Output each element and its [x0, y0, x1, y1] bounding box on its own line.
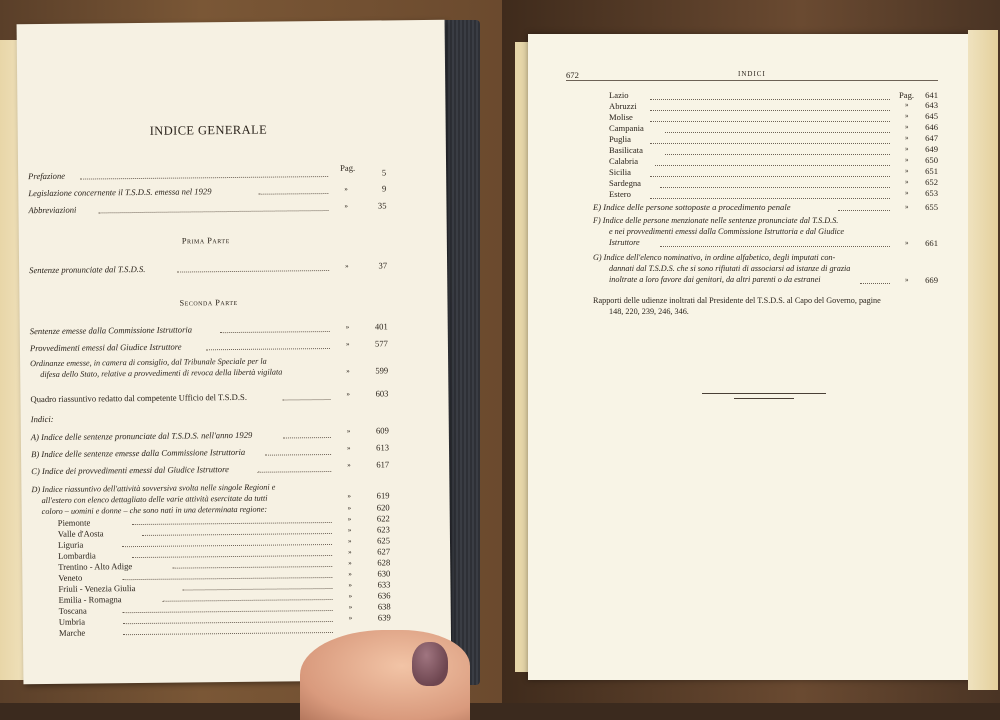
leader-dots	[132, 554, 332, 558]
left-page	[17, 20, 452, 684]
page-number: 625	[377, 535, 391, 546]
region-entry: Puglia	[609, 134, 631, 144]
end-rule	[702, 393, 826, 394]
region-entry: Liguria	[57, 539, 84, 550]
page-number: 623	[376, 524, 390, 535]
leader-dots	[665, 131, 890, 133]
ditto-mark: »	[905, 101, 909, 109]
region-entry: Marche	[58, 627, 86, 638]
leader-dots	[650, 120, 890, 122]
leader-dots	[258, 192, 328, 195]
region-entry: Estero	[609, 189, 631, 199]
leader-dots	[80, 175, 328, 180]
toc-entry-indice-g-cont: dannati dal T.S.D.S. che si sono rifiutati di associarsi ad istanze di grazia	[609, 264, 851, 273]
ditto-mark: »	[905, 189, 909, 197]
ditto-mark: »	[347, 525, 352, 534]
ditto-mark: »	[905, 239, 909, 247]
ditto-mark: »	[348, 547, 352, 556]
page-number: 639	[377, 612, 391, 623]
leader-dots	[123, 631, 333, 635]
region-entry: Emilia - Romagna	[58, 594, 122, 605]
region-entry: Abruzzi	[609, 101, 637, 111]
toc-entry-indice-b: B) Indice delle sentenze emesse dalla Commissione Istruttoria	[31, 446, 246, 460]
ditto-mark: »	[347, 514, 352, 523]
ditto-mark: »	[348, 569, 352, 578]
book-edge-right	[968, 30, 998, 690]
page-number: 613	[376, 442, 390, 453]
toc-entry-abbreviazioni: Abbreviazioni	[28, 204, 77, 216]
pag-label: Pag.	[340, 162, 356, 173]
leader-dots	[206, 347, 330, 350]
leader-dots	[257, 470, 331, 473]
page-number: 633	[377, 579, 391, 590]
ditto-mark: »	[345, 261, 349, 270]
leader-dots	[163, 598, 333, 602]
page-number: 636	[377, 590, 391, 601]
region-entry: Sicilia	[609, 167, 631, 177]
rapporti-entry-cont: 148, 220, 239, 246, 346.	[609, 307, 689, 316]
ditto-mark: »	[348, 580, 352, 589]
leader-dots	[283, 436, 331, 439]
region-entry: Campania	[609, 123, 644, 133]
ditto-mark: »	[348, 591, 353, 600]
toc-entry-indice-c: C) Indice dei provvedimenti emessi dal Giudice Istruttore	[31, 464, 229, 477]
toc-entry-indice-f-cont: Istruttore	[609, 238, 640, 247]
ditto-mark: »	[347, 503, 352, 512]
ditto-mark: »	[347, 460, 351, 469]
region-entry: Calabria	[609, 156, 639, 166]
page-number: 650	[925, 155, 938, 165]
leader-dots	[860, 282, 890, 284]
toc-entry-indice-g-cont: inoltrate a loro favore dai genitori, da altri parenti o da estranei	[609, 275, 821, 284]
pag-label: Pag.	[899, 90, 915, 100]
page-number: 5	[381, 167, 387, 178]
toc-entry-indice-e: E) Indice delle persone sottoposte a procedimento penale	[593, 202, 791, 212]
page-number: 643	[925, 100, 938, 110]
ditto-mark: »	[348, 558, 352, 567]
leader-dots	[838, 209, 890, 211]
leader-dots	[660, 245, 890, 247]
page-number-header: 672	[566, 70, 579, 80]
leader-dots	[655, 164, 890, 166]
toc-entry-prefazione: Prefazione	[28, 170, 66, 182]
leader-dots	[650, 109, 890, 111]
page-number: 647	[925, 133, 938, 143]
toc-entry-indice-f: F) Indice delle persone menzionate nelle sentenze pronunciate dal T.S.D.S.	[593, 216, 839, 225]
ditto-mark: »	[905, 276, 909, 284]
ditto-mark: »	[346, 389, 350, 398]
end-rule	[734, 398, 794, 399]
toc-entry-indice-d: D) Indice riassuntivo dell'attività sovversiva svolta nelle singole Regioni e	[31, 482, 276, 495]
page-number: 649	[925, 144, 938, 154]
ditto-mark: »	[347, 536, 352, 545]
page-number: 638	[377, 601, 391, 612]
leader-dots	[650, 175, 890, 177]
ditto-mark: »	[905, 203, 909, 211]
ditto-mark: »	[346, 366, 350, 375]
page-number: 603	[375, 388, 389, 399]
toc-entry-indice-a: A) Indice delle sentenze pronunciate dal T.S.D.S. nell'anno 1929	[30, 429, 253, 443]
toc-entry-commissione: Sentenze emesse dalla Commissione Istruttoria	[29, 324, 193, 337]
region-entry: Lazio	[609, 90, 629, 100]
ditto-mark: »	[905, 167, 909, 175]
leader-dots	[220, 330, 330, 333]
page-number: 35	[377, 200, 387, 211]
page-number: 401	[374, 321, 388, 332]
page-number: 669	[925, 275, 938, 285]
leader-dots	[265, 453, 331, 456]
ditto-mark: »	[344, 184, 348, 193]
region-entry: Veneto	[58, 572, 83, 583]
fingernail	[412, 642, 448, 686]
ditto-mark: »	[348, 613, 353, 622]
page-number: 646	[925, 122, 938, 132]
page-number: 620	[376, 502, 390, 513]
ditto-mark: »	[905, 112, 909, 120]
page-number: 627	[377, 546, 391, 557]
toc-entry-indice-g: G) Indice dell'elenco nominativo, in ordine alfabetico, degli imputati con-	[593, 253, 836, 262]
leader-dots	[122, 543, 332, 547]
page-number: 630	[377, 568, 391, 579]
region-entry: Lombardia	[58, 550, 96, 561]
toc-entry-indice-f-cont: e nei provvedimenti emessi dalla Commissione Istruttoria e dal Giudice	[609, 227, 845, 236]
ditto-mark: »	[345, 322, 350, 331]
ditto-mark: »	[344, 201, 349, 210]
region-entry: Toscana	[58, 605, 87, 616]
leader-dots	[177, 269, 329, 273]
leader-dots	[123, 609, 333, 613]
page-number: 655	[925, 202, 938, 212]
indici-label: Indici:	[30, 413, 54, 425]
section-heading-seconda-parte: Seconda Parte	[179, 297, 238, 308]
page-number: 619	[376, 490, 390, 501]
ditto-mark: »	[905, 134, 909, 142]
page-number: 661	[925, 238, 938, 248]
page-number: 617	[376, 459, 390, 470]
region-entry: Trentino - Alto Adige	[58, 561, 133, 572]
page-number: 645	[925, 111, 938, 121]
leader-dots	[182, 587, 332, 591]
region-entry: Friuli - Venezia Giulia	[58, 583, 136, 594]
ditto-mark: »	[905, 145, 909, 153]
ditto-mark: »	[345, 339, 350, 348]
region-entry: Sardegna	[609, 178, 641, 188]
toc-entry-indice-d-cont: all'estero con elenco dettagliato delle varie attività esercitate da tutti	[41, 493, 268, 506]
leader-dots	[123, 620, 333, 624]
leader-dots	[172, 565, 332, 569]
ditto-mark: »	[905, 156, 909, 164]
toc-entry-legislazione: Legislazione concernente il T.S.D.S. emessa nel 1929	[28, 186, 212, 199]
leader-dots	[660, 186, 890, 188]
page-number: 577	[374, 338, 388, 349]
leader-dots	[132, 521, 332, 525]
toc-entry-indice-d-cont: coloro – uomini e donne – che sono nati in una determinata regione:	[41, 504, 268, 517]
page-number: 641	[925, 90, 938, 100]
leader-dots	[650, 98, 890, 100]
leader-dots	[142, 532, 332, 536]
leader-dots	[665, 153, 890, 155]
page-number: 653	[925, 188, 938, 198]
ditto-mark: »	[346, 443, 351, 452]
region-entry: Umbria	[58, 616, 86, 627]
page-number: 628	[377, 557, 391, 568]
leader-dots	[99, 209, 329, 213]
toc-entry-sentenze: Sentenze pronunciate dal T.S.D.S.	[29, 263, 146, 276]
rapporti-entry: Rapporti delle udienze inoltrati dal Presidente del T.S.D.S. al Capo del Governo, pagine	[593, 296, 881, 305]
region-entry: Valle d'Aosta	[57, 528, 104, 539]
ditto-mark: »	[905, 178, 909, 186]
ditto-mark: »	[905, 123, 909, 131]
page-number: 37	[378, 260, 388, 271]
header-rule	[566, 80, 938, 81]
page-number: 9	[381, 183, 387, 194]
section-heading-prima-parte: Prima Parte	[181, 236, 230, 246]
ditto-mark: »	[348, 602, 353, 611]
running-head: INDICI	[738, 70, 766, 78]
region-entry: Molise	[609, 112, 633, 122]
leader-dots	[282, 398, 330, 401]
leader-dots	[650, 197, 890, 199]
region-entry: Basilicata	[609, 145, 643, 155]
toc-entry-quadro: Quadro riassuntivo redatto dal competente Ufficio del T.S.D.S.	[30, 391, 247, 405]
page-number: 651	[925, 166, 938, 176]
leader-dots	[122, 576, 332, 580]
toc-entry-ordinanze: Ordinanze emesse, in camera di consiglio, dal Tribunale Speciale per la	[30, 356, 267, 369]
toc-entry-provvedimenti: Provvedimenti emessi dal Giudice Istruttore	[29, 341, 182, 354]
page-title: INDICE GENERALE	[149, 122, 268, 138]
page-number: 652	[925, 177, 938, 187]
region-entry: Piemonte	[57, 517, 91, 528]
page-number: 622	[376, 513, 390, 524]
page-number: 609	[375, 425, 389, 436]
leader-dots	[650, 142, 890, 144]
ditto-mark: »	[346, 426, 351, 435]
toc-entry-ordinanze-cont: difesa dello Stato, relative a provvedimenti di revoca della libertà vigilata	[40, 367, 283, 380]
ditto-mark: »	[347, 491, 352, 500]
page-number: 599	[375, 365, 389, 376]
